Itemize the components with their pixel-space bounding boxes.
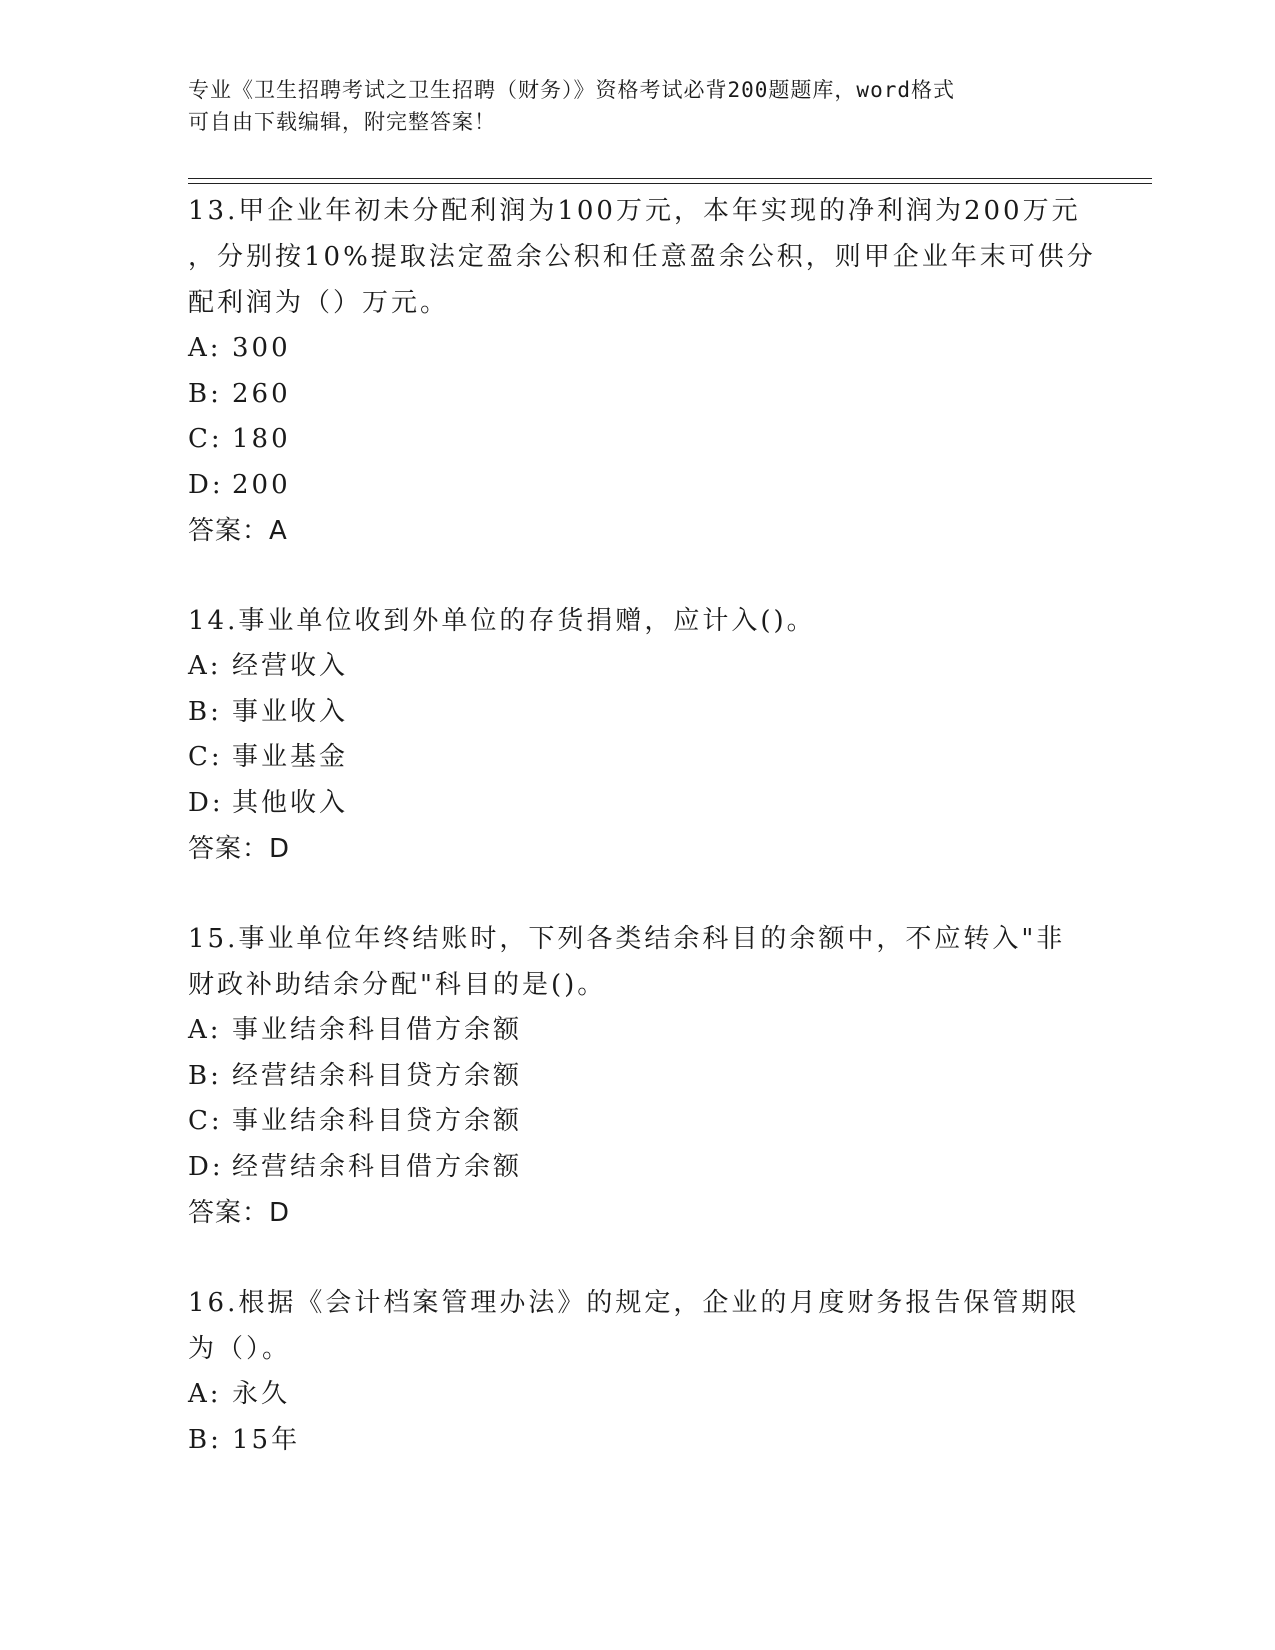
question-list bbox=[188, 188, 1096, 1463]
document-header bbox=[188, 74, 1088, 138]
option-d bbox=[188, 463, 1088, 509]
question-stem bbox=[188, 916, 1088, 1008]
option-a bbox=[188, 1372, 1088, 1418]
question-spacer bbox=[188, 554, 1088, 598]
option-d bbox=[188, 1145, 1088, 1191]
option-text: 300 bbox=[232, 333, 291, 363]
option-text: 事业结余科目贷方余额 bbox=[232, 1106, 523, 1136]
option-key: C: bbox=[188, 742, 223, 772]
question-stem bbox=[188, 1280, 1088, 1372]
question-13 bbox=[188, 188, 1096, 554]
option-b bbox=[188, 1418, 1088, 1464]
option-text: 260 bbox=[232, 378, 291, 409]
option-text: 其他收入 bbox=[232, 787, 349, 818]
option-b bbox=[188, 1054, 1088, 1100]
option-c bbox=[188, 1099, 1088, 1145]
question-14 bbox=[188, 598, 1088, 872]
question-spacer bbox=[188, 1236, 1088, 1280]
question-spacer bbox=[188, 872, 1088, 916]
answer-line: 答案：D bbox=[188, 834, 291, 864]
option-c bbox=[188, 417, 1088, 463]
question-stem-line: ，分别按10%提取法定盈余公积和任意盈余公积，则甲企业年末可供分 bbox=[188, 242, 1096, 272]
answer-line: 答案：D bbox=[188, 1198, 291, 1228]
option-key: D: bbox=[188, 469, 224, 500]
option-key: C: bbox=[188, 1106, 223, 1136]
header-divider-bottom bbox=[188, 183, 1152, 184]
option-text: 200 bbox=[232, 469, 291, 500]
question-stem-line: 财政补助结余分配"科目的是()。 bbox=[188, 970, 607, 1000]
option-text: 永久 bbox=[232, 1379, 291, 1409]
option-key: A: bbox=[188, 333, 222, 363]
question-stem-line: 13.甲企业年初未分配利润为100万元，本年实现的净利润为200万元 bbox=[188, 196, 1081, 226]
answer-line: 答案：A bbox=[188, 516, 288, 546]
question-stem-line: 为（）。 bbox=[188, 1334, 292, 1364]
header-title-line-1: 专业《卫生招聘考试之卫生招聘（财务）》资格考试必背200题题库，word格式 bbox=[188, 78, 955, 102]
header-divider-top bbox=[188, 178, 1152, 179]
option-key: C: bbox=[188, 424, 223, 454]
question-stem-line: 15.事业单位年终结账时，下列各类结余科目的余额中，不应转入"非 bbox=[188, 924, 1066, 954]
option-text: 经营收入 bbox=[232, 651, 349, 681]
option-key: B: bbox=[188, 1424, 222, 1455]
option-key: A: bbox=[188, 651, 222, 681]
option-d bbox=[188, 781, 1088, 827]
option-a bbox=[188, 326, 1088, 372]
option-text: 事业收入 bbox=[232, 696, 349, 727]
question-stem-line: 14.事业单位收到外单位的存货捐赠，应计入()。 bbox=[188, 606, 816, 636]
option-text: 经营结余科目借方余额 bbox=[232, 1151, 523, 1182]
header-title-line-2: 可自由下载编辑，附完整答案！ bbox=[188, 110, 496, 134]
question-stem-line: 配利润为（）万元。 bbox=[188, 288, 450, 318]
option-key: B: bbox=[188, 696, 222, 727]
option-text: 180 bbox=[232, 424, 291, 454]
option-key: D: bbox=[188, 1151, 224, 1182]
option-text: 事业基金 bbox=[232, 742, 349, 772]
question-stem bbox=[188, 188, 1096, 326]
option-b bbox=[188, 372, 1088, 418]
option-key: A: bbox=[188, 1379, 222, 1409]
option-a bbox=[188, 644, 1088, 690]
option-c bbox=[188, 735, 1088, 781]
option-key: B: bbox=[188, 378, 222, 409]
option-text: 事业结余科目借方余额 bbox=[232, 1015, 523, 1045]
option-text: 15年 bbox=[232, 1424, 301, 1455]
question-15 bbox=[188, 916, 1088, 1236]
option-key: A: bbox=[188, 1015, 222, 1045]
question-16 bbox=[188, 1280, 1088, 1463]
question-stem bbox=[188, 598, 1088, 644]
option-b bbox=[188, 690, 1088, 736]
option-a bbox=[188, 1008, 1088, 1054]
question-stem-line: 16.根据《会计档案管理办法》的规定，企业的月度财务报告保管期限 bbox=[188, 1288, 1080, 1318]
option-key: D: bbox=[188, 787, 224, 818]
option-text: 经营结余科目贷方余额 bbox=[232, 1060, 523, 1091]
option-key: B: bbox=[188, 1060, 222, 1091]
